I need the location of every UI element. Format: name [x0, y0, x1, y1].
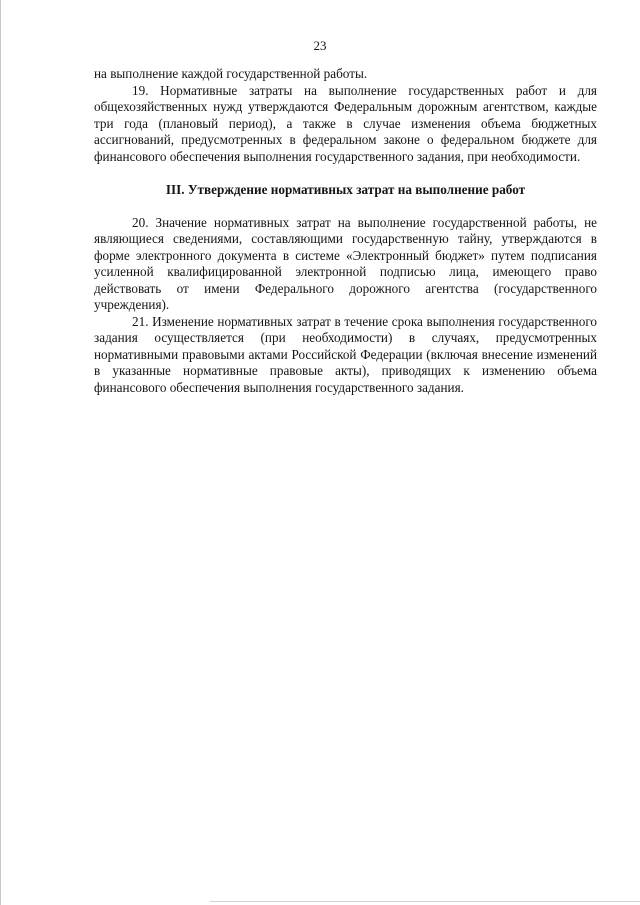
scan-edge-bottom — [210, 901, 640, 902]
paragraph-19: 19. Нормативные затраты на выполнение государственных работ и для общехозяйственных нужд утверждаются Федеральным дорожным агентством, каждые три года (плановый период), а также в случае изменения объема бюджетных ассигнований, предусмотренных в федеральном законе о федеральном бюджете для финансового обеспечения выполнения государственного задания, при необходимости. — [94, 82, 597, 164]
paragraph-20: 20. Значение нормативных затрат на выполнение государственной работы, не являющиеся сведениями, составляющими государственную тайну, утверждаются в форме электронного документа в системе «Электронный бюджет» путем подписания усиленной квалифицированной электронной подписью лица, имеющего право действовать от имени Федерального дорожного агентства (государственного учреждения). — [94, 214, 597, 312]
section-heading: III. Утверждение нормативных затрат на выполнение работ — [165, 182, 526, 197]
continuation-text: на выполнение каждой государственной работы. — [94, 66, 368, 81]
page-number: 23 — [313, 38, 327, 53]
scan-edge-left — [0, 0, 1, 905]
paragraph-21: 21. Изменение нормативных затрат в течение срока выполнения государственного задания осуществляется (при необходимости) в случаях, предусмотренных нормативными правовыми актами Российской Федерации (включая внесение изменений в указанные нормативные правовые акты), приводящих к изменению объема финансового обеспечения выполнения государственного задания. — [94, 313, 597, 395]
document-body — [94, 66, 597, 396]
